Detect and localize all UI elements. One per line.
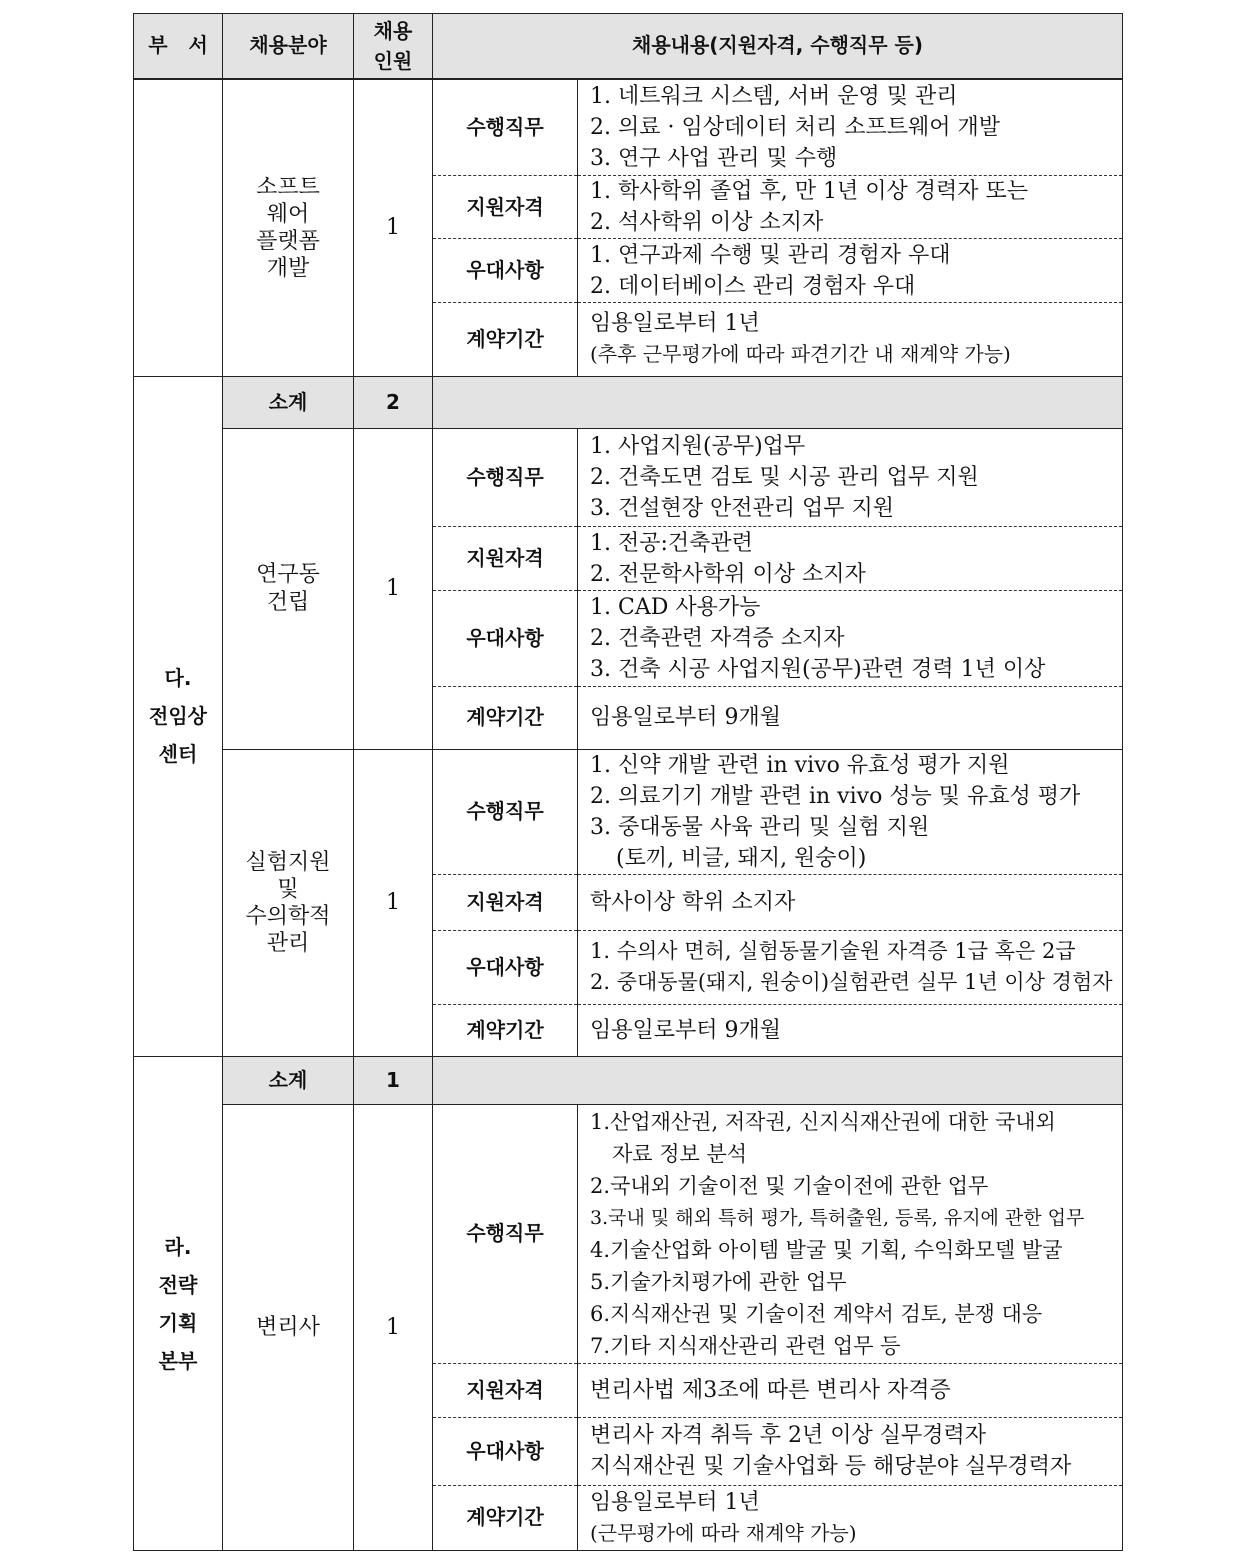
qualification-content [578, 874, 1123, 930]
detail-row-contract [433, 687, 1122, 749]
qualification-content [578, 176, 1123, 239]
subtotal-blank-da [433, 376, 1123, 428]
field-line: 관리 [266, 930, 310, 956]
field-line: 플랫폼 [256, 228, 320, 254]
duty-line: 5.기술가치평가에 관한 업무 [590, 1269, 847, 1294]
header-content: 채용내용(지원자격, 수행직무 등) [433, 14, 1123, 79]
category-preference: 우대사항 [433, 239, 578, 303]
preference-line: 2. 중대동물(돼지, 원숭이)실험관련 실무 1년 이상 경험자 [590, 970, 1113, 994]
preference-content [578, 591, 1123, 687]
field-line: 개발 [266, 255, 310, 281]
duty-line: 3. 연구 사업 관리 및 수행 [590, 145, 838, 171]
detail-row-qualification [433, 1363, 1122, 1417]
subtotal-blank-ra [433, 1057, 1123, 1105]
header-row [134, 14, 1123, 79]
duty-line: 2.국내외 기술이전 및 기술이전에 관한 업무 [590, 1173, 989, 1198]
duty-line: 자료 정보 분석 [612, 1141, 748, 1166]
preference-content [578, 1417, 1123, 1485]
duty-line: 1.산업재산권, 저작권, 신지식재산권에 대한 국내외 [590, 1109, 1056, 1134]
preference-content [578, 930, 1123, 1004]
header-count-line2: 인원 [373, 48, 413, 73]
category-contract: 계약기간 [433, 1004, 578, 1056]
detail-row-duty [433, 1105, 1122, 1363]
contract-line: 임용일로부터 9개월 [590, 1017, 782, 1043]
dept-line: 라. [164, 1234, 192, 1259]
contract-line: 임용일로부터 1년 [590, 1489, 760, 1515]
category-duty: 수행직무 [433, 1105, 578, 1363]
field-line: 및 [277, 876, 299, 902]
qualification-line: 1. 학사학위 졸업 후, 만 1년 이상 경력자 또는 [590, 179, 1028, 204]
duty-content [578, 80, 1123, 176]
detail-row-qualification [433, 874, 1122, 930]
dept-cell-prev [134, 79, 223, 377]
contract-content [578, 1485, 1123, 1550]
duty-line: 1. 네트워크 시스템, 서버 운영 및 관리 [590, 83, 958, 109]
dept-line: 기획 [158, 1310, 198, 1335]
field-line: 수의학적 [245, 903, 331, 929]
row-software [134, 79, 1123, 377]
detail-table-patent [433, 1105, 1122, 1550]
duty-line: 3. 건설현장 안전관리 업무 지원 [590, 495, 894, 521]
contract-line: 임용일로부터 9개월 [590, 705, 782, 731]
dept-line: 전략 [158, 1272, 198, 1297]
duty-line: 3.국내 및 해외 특허 평가, 특허출원, 등록, 유지에 관한 업무 [590, 1206, 1085, 1229]
field-experiment [223, 749, 354, 1057]
header-count [354, 14, 433, 79]
duty-line: 2. 의료기기 개발 관련 in vivo 성능 및 유효성 평가 [590, 783, 1081, 809]
duty-line: 7.기타 지식재산관리 관련 업무 등 [590, 1333, 901, 1358]
detail-row-preference [433, 591, 1122, 687]
detail-row-qualification [433, 527, 1122, 591]
category-qualification: 지원자격 [433, 874, 578, 930]
duty-line: 4.기술산업화 아이템 발굴 및 기획, 수익화모델 발굴 [590, 1237, 1063, 1262]
category-qualification: 지원자격 [433, 176, 578, 239]
content-patent [433, 1105, 1123, 1551]
count-software: 1 [354, 79, 433, 377]
qualification-line: 2. 석사학위 이상 소지자 [590, 210, 824, 235]
duty-line: 2. 의료 · 임상데이터 처리 소프트웨어 개발 [590, 114, 1000, 140]
field-line: 소프트 [256, 174, 320, 200]
recruitment-table [133, 13, 1123, 1551]
preference-line: 3. 건축 시공 사업지원(공무)관련 경력 1년 이상 [590, 657, 1046, 682]
detail-table-experiment [433, 750, 1122, 1057]
preference-line: 1. 연구과제 수행 및 관리 경험자 우대 [590, 242, 951, 268]
subtotal-count-da: 2 [354, 376, 433, 428]
duty-content [578, 429, 1123, 527]
contract-content [578, 1004, 1123, 1056]
duty-content [578, 1105, 1123, 1363]
content-experiment [433, 749, 1123, 1057]
subtotal-label-da: 소계 [223, 376, 354, 428]
field-building [223, 428, 354, 749]
row-patent [134, 1105, 1123, 1551]
category-contract: 계약기간 [433, 1485, 578, 1550]
count-patent: 1 [354, 1105, 433, 1551]
detail-row-qualification [433, 176, 1122, 239]
recruitment-document [133, 13, 1122, 1551]
duty-line: 2. 건축도면 검토 및 시공 관리 업무 지원 [590, 464, 979, 490]
field-line: 연구동 [256, 561, 320, 587]
preference-line: 2. 데이터베이스 관리 경험자 우대 [590, 273, 916, 299]
category-contract: 계약기간 [433, 687, 578, 749]
category-contract: 계약기간 [433, 303, 578, 376]
qualification-line: 변리사법 제3조에 따른 변리사 자격증 [590, 1377, 951, 1403]
field-patent: 변리사 [223, 1105, 354, 1551]
duty-line: 6.지식재산권 및 기술이전 계약서 검토, 분쟁 대응 [590, 1301, 1043, 1326]
detail-table-software [433, 80, 1122, 376]
field-line: 건립 [266, 589, 310, 615]
duty-line: (토끼, 비글, 돼지, 원숭이) [616, 845, 867, 871]
qualification-content [578, 1363, 1123, 1417]
qualification-content [578, 527, 1123, 591]
count-experiment: 1 [354, 749, 433, 1057]
preference-line: 1. 수의사 면허, 실험동물기술원 자격증 1급 혹은 2급 [590, 939, 1076, 963]
row-experiment [134, 749, 1123, 1057]
detail-row-duty [433, 750, 1122, 875]
dept-line: 다. [164, 666, 192, 691]
dept-ra [134, 1057, 223, 1551]
dept-da [134, 376, 223, 1057]
category-qualification: 지원자격 [433, 1363, 578, 1417]
field-software [223, 79, 354, 377]
duty-line: 3. 중대동물 사육 관리 및 실험 지원 [590, 814, 930, 840]
category-preference: 우대사항 [433, 1417, 578, 1485]
category-preference: 우대사항 [433, 930, 578, 1004]
contract-line: (근무평가에 따라 재계약 가능) [590, 1520, 857, 1545]
detail-row-preference [433, 1417, 1122, 1485]
contract-content [578, 303, 1123, 376]
category-duty: 수행직무 [433, 429, 578, 527]
detail-row-preference [433, 239, 1122, 303]
category-duty: 수행직무 [433, 750, 578, 875]
preference-line: 1. CAD 사용가능 [590, 595, 761, 620]
detail-row-duty [433, 80, 1122, 176]
category-qualification: 지원자격 [433, 527, 578, 591]
detail-row-preference [433, 930, 1122, 1004]
detail-table-building [433, 429, 1122, 749]
content-software [433, 79, 1123, 377]
qualification-line: 2. 전문학사학위 이상 소지자 [590, 561, 866, 587]
field-line: 실험지원 [245, 849, 331, 875]
row-subtotal-ra [134, 1057, 1123, 1105]
dept-line: 전임상 [149, 704, 207, 729]
detail-row-duty [433, 429, 1122, 527]
subtotal-count-ra: 1 [354, 1057, 433, 1105]
contract-line: (추후 근무평가에 따라 파견기간 내 재계약 가능) [590, 342, 1011, 367]
duty-line: 1. 신약 개발 관련 in vivo 유효성 평가 지원 [590, 752, 1010, 778]
content-building [433, 428, 1123, 749]
duty-content [578, 750, 1123, 875]
duty-line: 1. 사업지원(공무)업무 [590, 433, 806, 459]
category-preference: 우대사항 [433, 591, 578, 687]
detail-row-contract [433, 303, 1122, 376]
dept-line: 센터 [158, 742, 198, 767]
header-dept: 부 서 [134, 14, 223, 79]
preference-line: 2. 건축관련 자격증 소지자 [590, 626, 845, 651]
contract-line: 임용일로부터 1년 [590, 311, 760, 337]
detail-row-contract [433, 1004, 1122, 1056]
header-count-line1: 채용 [373, 18, 413, 43]
contract-content [578, 687, 1123, 749]
preference-content [578, 239, 1123, 303]
qualification-line: 학사이상 학위 소지자 [590, 889, 796, 915]
row-subtotal-da [134, 376, 1123, 428]
row-building [134, 428, 1123, 749]
preference-line: 지식재산권 및 기술사업화 등 해당분야 실무경력자 [590, 1454, 1072, 1479]
qualification-line: 1. 전공:건축관련 [590, 530, 753, 556]
subtotal-label-ra: 소계 [223, 1057, 354, 1105]
count-building: 1 [354, 428, 433, 749]
header-field: 채용분야 [223, 14, 354, 79]
field-line: 웨어 [266, 201, 310, 227]
category-duty: 수행직무 [433, 80, 578, 176]
dept-line: 본부 [158, 1348, 198, 1373]
preference-line: 변리사 자격 취득 후 2년 이상 실무경력자 [590, 1423, 986, 1448]
detail-row-contract [433, 1485, 1122, 1550]
